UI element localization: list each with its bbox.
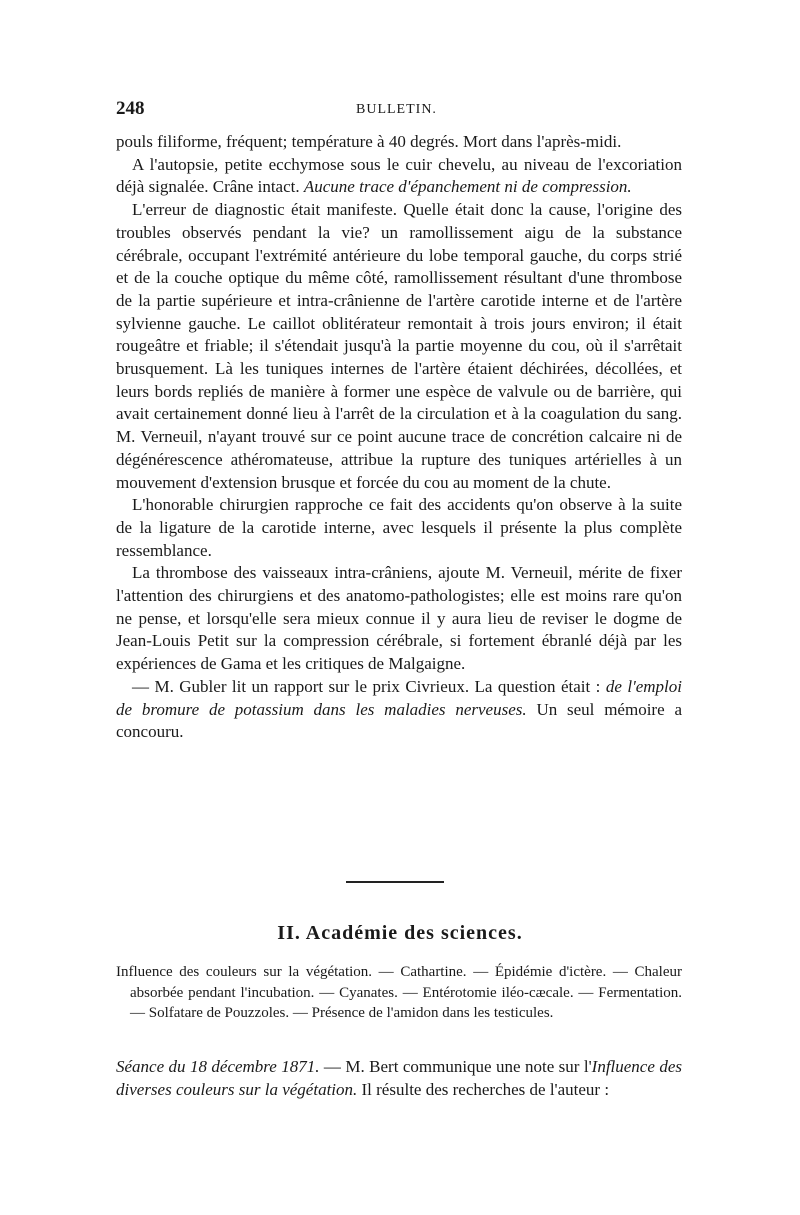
- paragraph-1: pouls filiforme, fréquent; température à 40 degrés. Mort dans l'après-midi.: [116, 132, 622, 151]
- summary-text: Influence des couleurs sur la végétation. — Cathartine. — Épidémie d'ictère. — Chaleur absorbée pendant l'incubation. — Cyanates. — Entérotomie iléo-cæcale. — Fermentation. — Solfatare de Pouzzoles. — Présence de l'amidon dans les testicules.: [116, 964, 682, 1021]
- paragraph-6: [116, 676, 682, 744]
- seance-note-title: Influence des diverses couleurs sur la végétation.: [116, 1057, 682, 1099]
- page-header: [116, 98, 682, 124]
- paragraph-3: L'erreur de diagnostic était manifeste. Quelle était donc la cause, l'origine des troubles observés pendant la vie? un ramollissement aigu de la substance cérébrale, occupant l'extrémité antérieure du lobe temporal gauche, du corps strié et de la couche optique du même côté, ramollissement résultant d'une thrombose de la partie supérieure et intra-crânienne de l'artère carotide interne et de l'artère sylvienne gauche. Le caillot oblitérateur remontait à trois jours environ; il était rougeâtre et friable; il s'étendait jusqu'à la partie moyenne du cou, où il s'arrêtait brusquement. Là les tuniques internes de l'artère étaient déchirées, décollées, et leurs bords repliés de manière à former une espèce de valvule ou de barrière, qui avait certainement donné lieu à l'arrêt de la circulation et à la coagulation du sang. M. Verneuil, n'ayant trouvé sur ce point aucune trace de concrétion calcaire ni de dégénérescence athéromateuse, attribue la rupture des tuniques artérielles à un mouvement d'extension brusque et forcée du cou au moment de la chute.: [116, 200, 682, 492]
- seance-text-b: Il résulte des recherches de l'auteur :: [357, 1079, 610, 1099]
- paragraph-2-text: A l'autopsie, petite ecchymose sous le cuir chevelu, au niveau de l'excoriation déjà signalée. Crâne intact.: [116, 154, 682, 197]
- seance-date: Séance du 18 décembre 1871.: [116, 1057, 320, 1076]
- paragraph-5: La thrombose des vaisseaux intra-crâniens, ajoute M. Verneuil, mérite de fixer l'attention des chirurgiens et des anatomo-pathologistes; elle est moins rare qu'on ne pense, et lorsqu'elle sera mieux connue il y aura lieu de reviser le dogme de Jean-Louis Petit sur la compression cérébrale, si fortement ébranlé déjà par les expériences de Gama et les critiques de Malgaigne.: [116, 563, 682, 674]
- running-title: BULLETIN.: [356, 102, 437, 117]
- body-text: [116, 131, 682, 744]
- page-number: 248: [116, 98, 145, 119]
- section-divider: [346, 881, 444, 883]
- section-heading: II. Académie des sciences.: [277, 922, 523, 944]
- paragraph-2: [116, 154, 682, 199]
- paragraph-6-italic: de l'emploi de bromure de potassium dans les maladies nerveuses.: [116, 676, 682, 719]
- seance-text-a: — M. Bert communique une note sur l': [319, 1057, 592, 1076]
- paragraph-2-italic: Aucune trace d'épanchement ni de compression.: [303, 177, 632, 197]
- seance-paragraph: [116, 1056, 682, 1101]
- paragraph-4: L'honorable chirurgien rapproche ce fait des accidents qu'on observe à la suite de la ligature de la carotide interne, avec lesquels il présente la plus complète ressemblance.: [116, 495, 682, 560]
- seance-text: [116, 1056, 682, 1101]
- paragraph-6-text-c: Un seul mémoire a concouru.: [116, 699, 682, 742]
- paragraph-6-text-a: — M. Gubler lit un rapport sur le prix Civrieux. La question était :: [132, 676, 606, 696]
- section-summary: [116, 962, 682, 1024]
